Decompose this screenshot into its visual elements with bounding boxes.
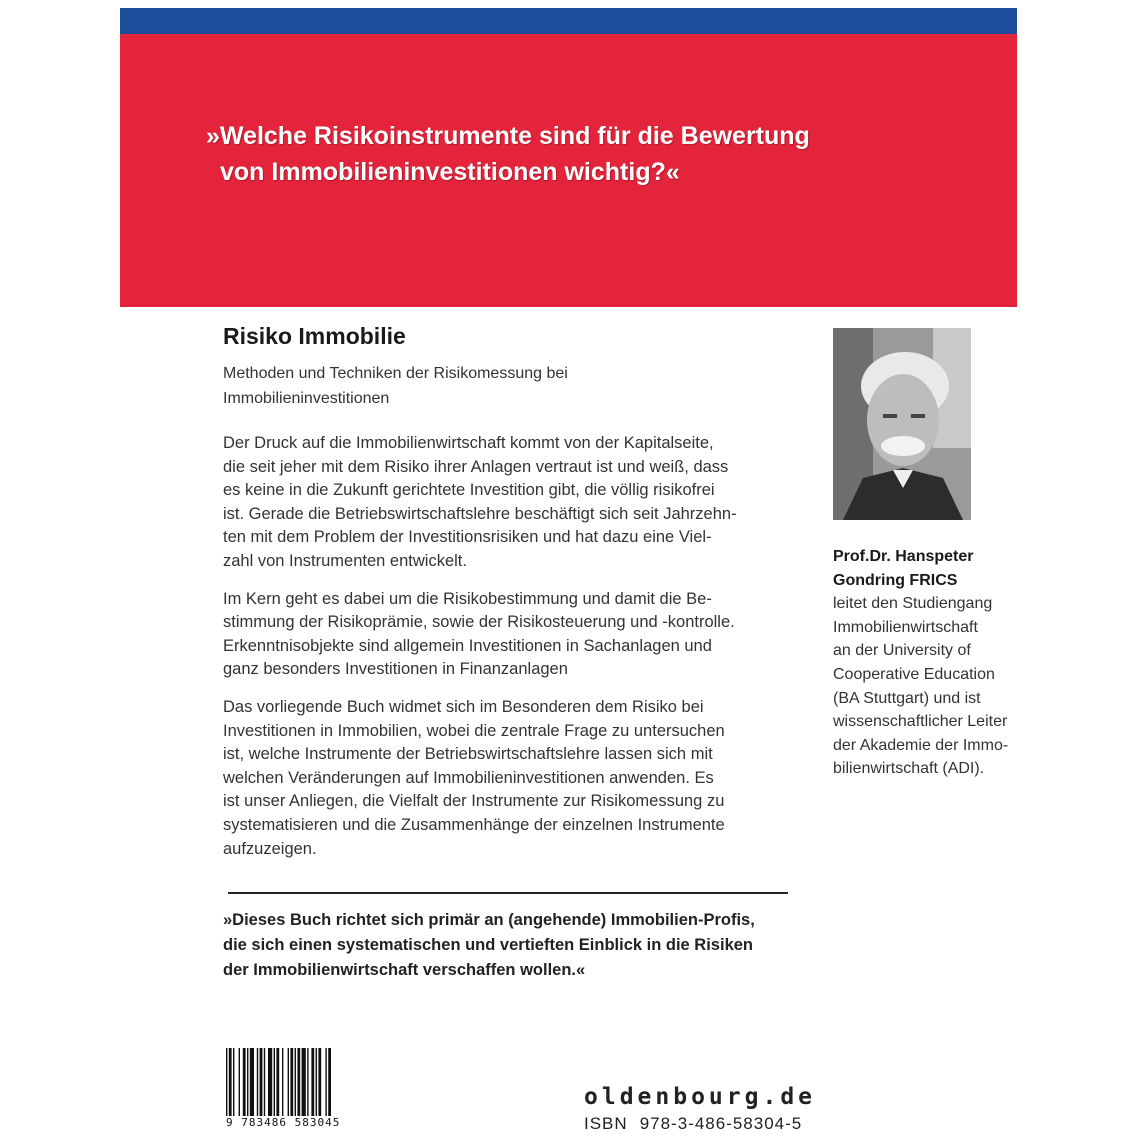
text-line: Investitionen in Immobilien, wobei die zentrale Frage zu untersuchen [223,721,725,740]
quote-line: die sich einen systematischen und vertieften Einblick in die Risiken [223,936,753,954]
subtitle-line-1: Methoden und Techniken der Risikomessung bei [223,365,568,382]
barcode-bar [302,1048,306,1120]
text-line: systematisieren und die Zusammenhänge der einzelnen Instrumente [223,815,725,834]
bio-line: leitet den Studiengang [833,595,993,613]
author-name-line-2: Gondring FRICS [833,571,958,589]
barcode-bar [226,1048,227,1120]
text-line: Im Kern geht es dabei um die Risikobestimmung und damit die Be- [223,589,712,608]
bio-line: Cooperative Education [833,665,995,683]
barcode-bar [274,1048,275,1120]
barcode-bar [264,1048,265,1120]
text-line: Erkenntnisobjekte sind allgemein Investitionen in Sachanlagen und [223,636,712,655]
barcode-bar [311,1048,314,1120]
isbn-label: ISBN [584,1114,628,1133]
bio-line: bilienwirtschaft (ADI). [833,760,985,778]
barcode-bar [257,1048,258,1120]
text-line: Das vorliegende Buch widmet sich im Besonderen dem Risiko bei [223,697,704,716]
text-line: ganz besonders Investitionen in Finanzanlagen [223,660,568,679]
blurb-paragraph-3 [223,696,795,861]
barcode-bar [295,1048,296,1120]
barcode-bar [316,1048,317,1120]
blurb-paragraph-2 [223,588,795,682]
headline-quote [206,118,906,190]
barcode-bar [233,1048,234,1120]
barcode-bar [260,1048,263,1120]
target-audience-quote [223,908,803,983]
publisher-url: oldenbourg.de [584,1084,817,1110]
barcode-bar [318,1048,321,1120]
author-name-line-1: Prof.Dr. Hanspeter [833,548,974,565]
subtitle-line-2: Immobilieninvestitionen [223,390,390,407]
barcode-bar [268,1048,272,1120]
text-line: Der Druck auf die Immobilienwirtschaft kommt von der Kapitalseite, [223,434,714,452]
blurb-text [223,432,795,875]
barcode-bar [328,1048,331,1120]
headline-line-1: »Welche Risikoinstrumente sind für die Bewertung [206,122,810,150]
bio-line: wissenschaftlicher Leiter [833,713,1008,731]
author-info [833,545,1023,781]
barcode-bar [297,1048,300,1120]
isbn-value: 978-3-486-58304-5 [639,1114,803,1133]
author-bio [833,592,1023,781]
headline-line-2: von Immobilieninvestitionen wichtig?« [220,158,680,186]
bio-line: Immobilienwirtschaft [833,618,978,636]
barcode-bar [229,1048,232,1120]
text-line: ist. Gerade die Betriebswirtschaftslehre beschäftigt sich seit Jahrzehn- [223,504,737,523]
book-title: Risiko Immobilie [223,323,406,349]
blue-top-strip [120,8,1017,34]
isbn-number [584,1114,802,1134]
text-line: stimmung der Risikoprämie, sowie der Risikosteuerung und -kontrolle. [223,613,735,632]
barcode-bar [288,1048,289,1120]
barcode-bar [243,1048,246,1120]
text-line: die seit jeher mit dem Risiko ihrer Anlagen vertraut ist und weiß, dass [223,457,729,476]
quote-line: der Immobilienwirtschaft verschaffen wollen.« [223,961,586,979]
bio-line: an der University of [833,642,971,660]
text-line: ten mit dem Problem der Investitionsrisiken und hat dazu eine Viel- [223,528,712,547]
barcode-bar [325,1048,326,1120]
text-line: zahl von Instrumenten entwickelt. [223,551,467,570]
text-line: es keine in die Zukunft gerichtete Investition gibt, die völlig risikofrei [223,481,715,500]
text-line: ist, welche Instrumente der Betriebswirtschaftslehre lassen sich mit [223,745,713,764]
blurb-paragraph-1 [223,432,795,574]
author-photo [833,328,971,520]
barcode-bar [276,1048,279,1120]
barcode-digits: 9 783486 583045 [226,1116,376,1129]
text-line: ist unser Anliegen, die Vielfalt der Instrumente zur Risikomessung zu [223,792,725,811]
bio-line: der Akademie der Immo- [833,736,1009,754]
barcode-bar [307,1048,308,1120]
barcode-bar [282,1048,283,1120]
divider-rule [228,892,788,894]
quote-line: »Dieses Buch richtet sich primär an (angehende) Immobilien-Profis, [223,911,755,929]
barcode-bar [247,1048,248,1120]
text-line: aufzuzeigen. [223,839,317,858]
text-line: welchen Veränderungen auf Immobilieninvestitionen anwenden. Es [223,768,714,787]
barcode-bar [250,1048,254,1120]
barcode-bar [239,1048,240,1120]
book-subtitle [223,361,783,411]
barcode-bar [290,1048,293,1120]
bio-line: (BA Stuttgart) und ist [833,689,981,707]
